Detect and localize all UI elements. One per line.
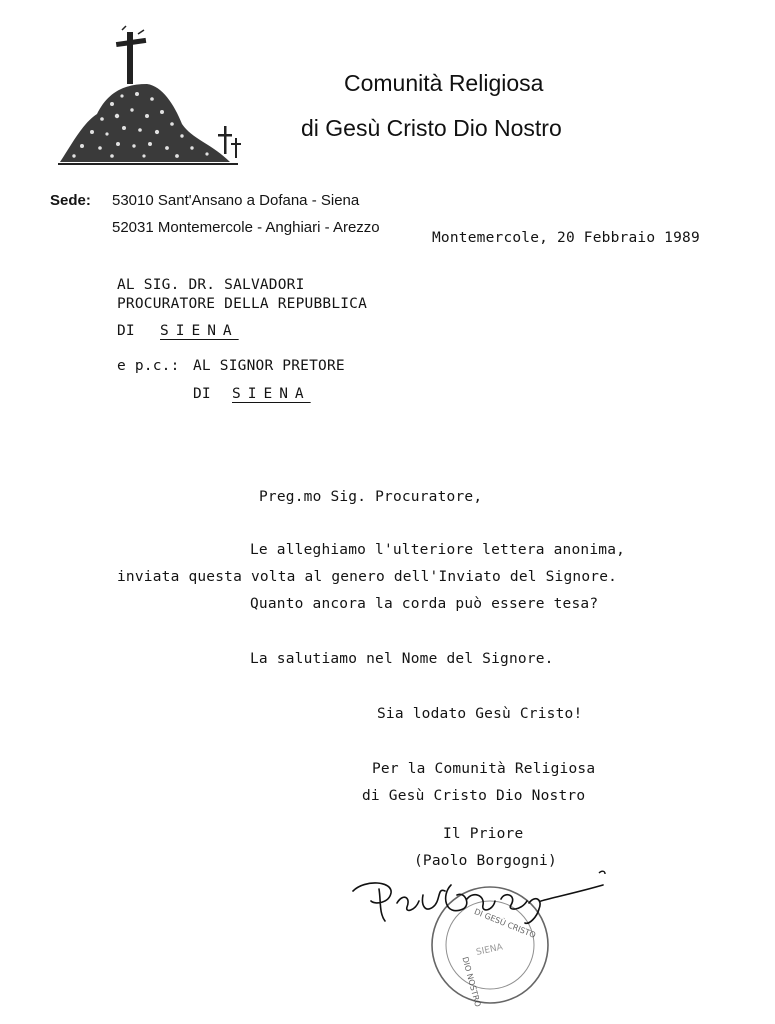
- recipient-line-2: PROCURATORE DELLA REPUBBLICA: [117, 296, 368, 312]
- cross-on-hill-logo-icon: [52, 24, 242, 174]
- address-line-1: 53010 Sant'Ansano a Dofana - Siena: [112, 192, 360, 209]
- paragraph-2: La salutiamo nel Nome del Signore.: [250, 651, 554, 667]
- signer-title: Il Priore: [443, 826, 524, 842]
- signature-org-line-1: Per la Comunità Religiosa: [372, 761, 596, 777]
- recipient-city: SIENA: [160, 323, 239, 339]
- address-line-2: 52031 Montemercole - Anghiari - Arezzo: [112, 219, 380, 236]
- recipient-di-label: DI: [117, 323, 135, 339]
- salutation: Preg.mo Sig. Procuratore,: [259, 489, 483, 505]
- org-name-line2: di Gesù Cristo Dio Nostro: [301, 115, 562, 141]
- date-line: Montemercole, 20 Febbraio 1989: [432, 230, 700, 246]
- signature-org-line-2: di Gesù Cristo Dio Nostro: [362, 788, 586, 804]
- cc-line: AL SIGNOR PRETORE: [193, 358, 345, 374]
- stamp-text-top: DI GESÙ CRISTO: [472, 907, 537, 940]
- cc-label: e p.c.:: [117, 358, 180, 374]
- cc-city: SIENA: [232, 386, 311, 402]
- signer-name: (Paolo Borgogni): [414, 853, 557, 869]
- closing-line: Sia lodato Gesù Cristo!: [377, 706, 583, 722]
- handwritten-signature-icon: [345, 865, 610, 945]
- stamp-text-side: DIO NOSTRO: [460, 955, 483, 1008]
- recipient-line-1: AL SIG. DR. SALVADORI: [117, 277, 305, 293]
- paragraph-1-line-2: inviata questa volta al genero dell'Inviato del Signore.: [117, 569, 618, 585]
- paragraph-1-line-1: Le alleghiamo l'ulteriore lettera anonima,: [250, 542, 626, 558]
- cc-di-label: DI: [193, 386, 211, 402]
- sede-label: Sede:: [50, 192, 91, 209]
- paragraph-1-line-3: Quanto ancora la corda può essere tesa?: [250, 596, 599, 612]
- org-name-line1: Comunità Religiosa: [344, 70, 544, 96]
- stamp-text-center: SIENA: [475, 942, 504, 958]
